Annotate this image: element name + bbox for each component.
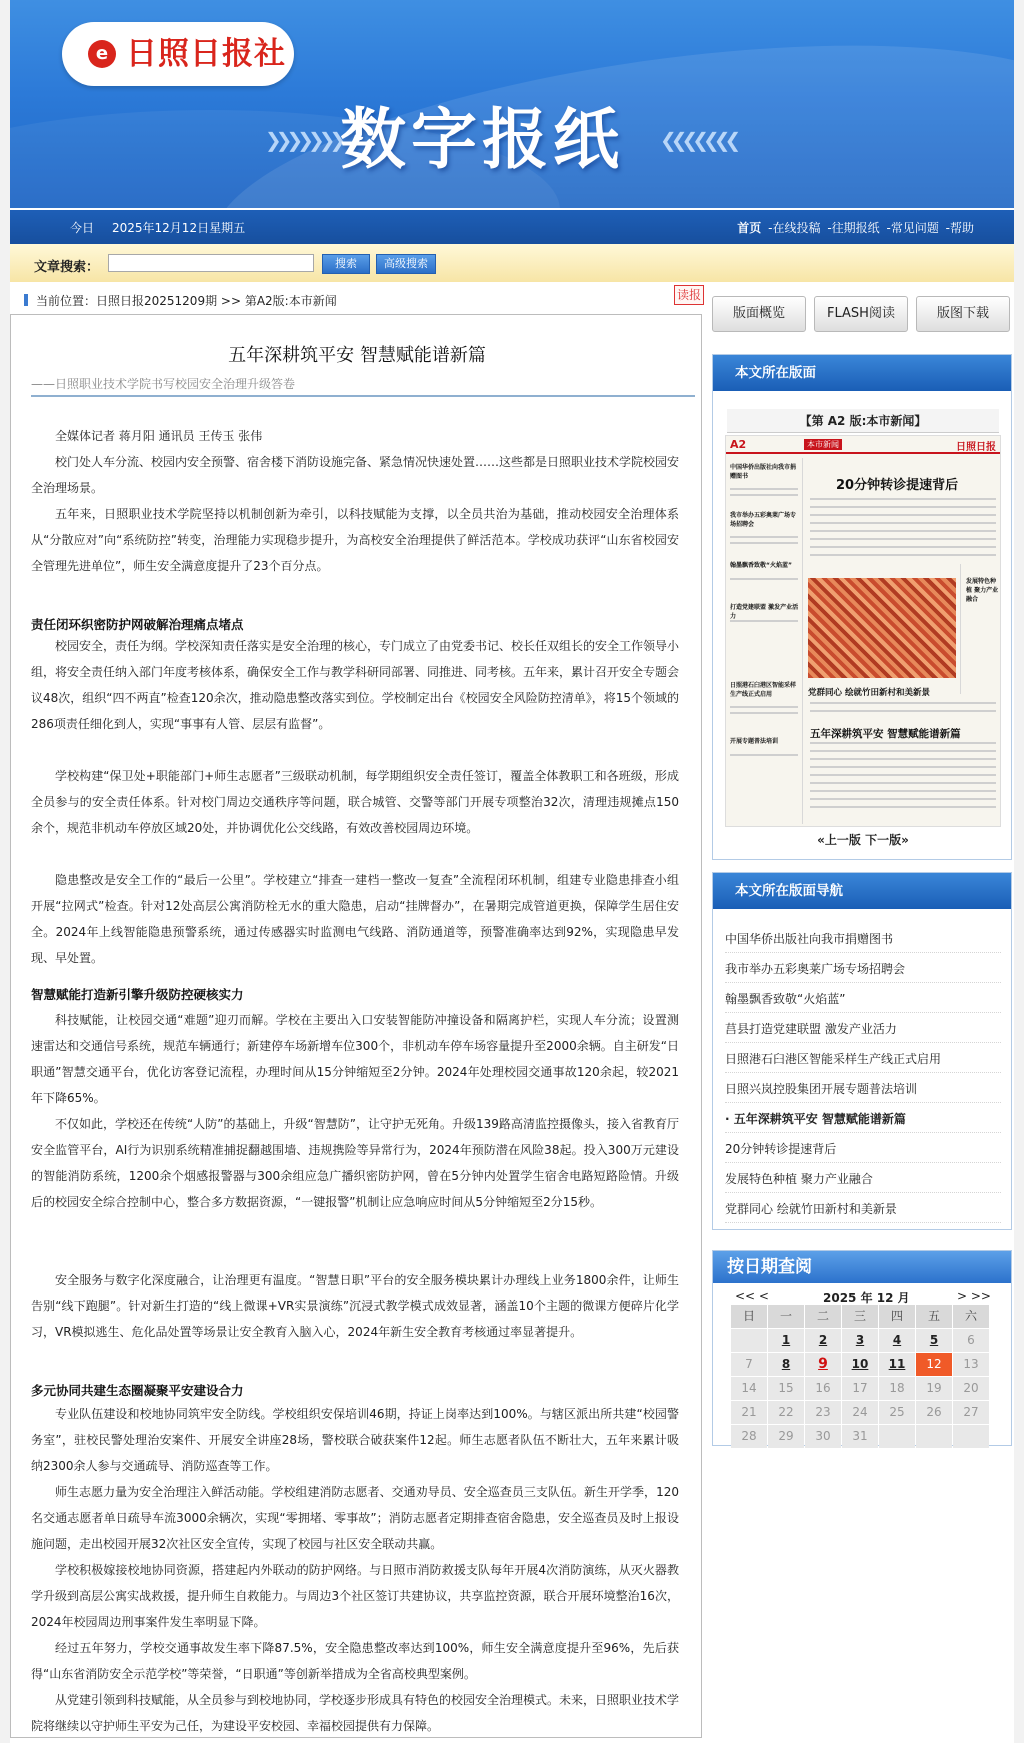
top-nav (737, 219, 974, 236)
logo-mark-icon: e (88, 40, 116, 68)
calendar-day[interactable]: 10 (842, 1353, 878, 1376)
page-panel-title: 本文所在版面 (713, 355, 1011, 391)
calendar-day: 20 (953, 1377, 989, 1400)
thumb-headline[interactable]: 中国华侨出版社向我市捐赠图书 (730, 464, 797, 480)
calendar-weekday: 日 (731, 1305, 767, 1328)
article-paragraph: 隐患整改是安全工作的“最后一公里”。学校建立“排查一建档一整改一复查”全流程闭环机制，组建专业隐患排查小组开展“拉网式”检查。针对12处高层公寓消防栓无水的重大隐患，启动“挂牌督办”，在暑期完成管道更换，保障学生居住安全。2024年上线智能隐患预警系统，通过传感器实时监测电气线路、消防通道等，预警准确率达到92%，实现隐患早发现、早处置。 (31, 873, 679, 965)
calendar-day: 6 (953, 1329, 989, 1352)
page-panel (712, 354, 1012, 860)
calendar-weekday: 一 (768, 1305, 804, 1328)
breadcrumb (24, 290, 710, 310)
calendar-day[interactable]: 9 (805, 1353, 841, 1376)
nav-article-link[interactable]: 我市举办五彩奥莱广场专场招聘会 (725, 955, 1001, 983)
calendar-day: 12 (916, 1353, 952, 1376)
calendar-weekday: 六 (953, 1305, 989, 1328)
thumb-headline[interactable]: 开展专题普法培训 (730, 738, 779, 745)
article-paragraph: 学校构建“保卫处+职能部门+师生志愿者”三级联动机制，每学期组织安全责任签订，覆盖全体教职工和各班级，形成全员参与的安全责任体系。针对校门周边交通秩序等问题，联合城管、交警等部门开展专项整治32次，清理违规摊点150余个，规范非机动车停放区域20处，并协调优化公交线路，有效改善校园周边环境。 (31, 769, 679, 835)
nav-panel-title: 本文所在版面导航 (713, 873, 1011, 909)
calendar-day: 28 (731, 1425, 767, 1448)
calendar-panel (712, 1250, 1012, 1446)
page (10, 0, 1014, 1743)
nav-article-link[interactable]: 日照港石臼港区智能采样生产线正式启用 (725, 1045, 1001, 1073)
calendar-month: 2025 年 12 月 (823, 1291, 910, 1305)
calendar-day[interactable]: 5 (916, 1329, 952, 1352)
thumb-headline[interactable]: 五年深耕筑平安 智慧赋能谱新篇 (810, 728, 961, 740)
calendar-day: 31 (842, 1425, 878, 1448)
calendar-day: 30 (805, 1425, 841, 1448)
chevron-decoration-icon: ❯❯❯❯❯❯❯ (265, 128, 341, 152)
calendar-week-row (731, 1425, 991, 1449)
calendar-day: 26 (916, 1401, 952, 1424)
header-banner (10, 0, 1014, 208)
article-paragraph: 师生志愿力量为安全治理注入鲜活动能。学校组建消防志愿者、交通劝导员、安全巡查员三支队伍。新生开学季，120名交通志愿者单日疏导车流3000余辆次，实现“零拥堵、零事故”；消防志愿者定期排查宿舍隐患，安全巡查员及时上报设施问题，走出校园开展32次社区安全宣传，实现了校园与社区安全联动共赢。 (31, 1485, 679, 1551)
thumb-headline[interactable]: 我市举办五彩奥莱广场专场招聘会 (730, 512, 797, 528)
advanced-search-button[interactable]: 高级搜索 (376, 254, 436, 274)
thumb-page-no: A2 (730, 438, 747, 451)
article-byline: 全媒体记者 蒋月阳 通讯员 王传玉 张伟 (55, 429, 263, 443)
calendar-weekday: 五 (916, 1305, 952, 1328)
nav-article-link[interactable]: 党群同心 绘就竹田新村和美新景 (725, 1195, 1001, 1223)
thumb-section: 本市新闻 (804, 439, 842, 450)
page-tools (712, 296, 1012, 336)
article-title: 五年深耕筑平安 智慧赋能谱新篇 (228, 345, 486, 366)
nav-help[interactable]: -帮助 (945, 221, 974, 235)
calendar-day: 14 (731, 1377, 767, 1400)
calendar-header (713, 1287, 1011, 1305)
calendar-empty-cell (953, 1425, 989, 1448)
calendar-empty-cell (879, 1425, 915, 1448)
calendar-day: 25 (879, 1401, 915, 1424)
nav-article-link[interactable]: 发展特色种植 聚力产业融合 (725, 1165, 1001, 1193)
calendar-day[interactable]: 11 (879, 1353, 915, 1376)
calendar-weekday: 四 (879, 1305, 915, 1328)
page-heading: 【第 A2 版:本市新闻】 (727, 409, 999, 433)
calendar-day: 24 (842, 1401, 878, 1424)
nav-home[interactable]: 首页 (737, 221, 762, 235)
nav-faq[interactable]: -常见问题 (886, 221, 939, 235)
calendar-day: 15 (768, 1377, 804, 1400)
calendar-day: 13 (953, 1353, 989, 1376)
nav-article-link[interactable]: 中国华侨出版社向我市捐赠图书 (725, 925, 1001, 953)
calendar-grid (731, 1305, 991, 1449)
article (10, 314, 702, 1738)
thumb-headline[interactable]: 打造党建联盟 激发产业活力 (730, 604, 799, 620)
calendar-day[interactable]: 2 (805, 1329, 841, 1352)
article-paragraph: 科技赋能，让校园交通“难题”迎刃而解。学校在主要出入口安装智能防冲撞设备和隔离护栏，实现人车分流；设置测速雷达和交通信号系统，规范车辆通行；新建停车场新增车位300个，非机动车停车场容量提升至2000余辆。自主研发“日职通”智慧交通平台，优化访客登记流程，办理时间从15分钟缩短至2分钟。2024年处理校园交通事故120余起，较2021年下降65%。 (31, 1013, 679, 1105)
calendar-week-row (731, 1329, 991, 1353)
calendar-prev-button[interactable]: << < (735, 1289, 769, 1303)
calendar-day: 16 (805, 1377, 841, 1400)
search-bar (10, 244, 1014, 282)
breadcrumb-text[interactable]: 当前位置：日照日报20251209期 >> 第A2版:本市新闻 (36, 294, 337, 308)
section-heading: 责任闭环织密防护网破解治理痛点堵点 (31, 617, 244, 632)
current-date: 2025年12月12日星期五 (112, 221, 246, 235)
calendar-day: 18 (879, 1377, 915, 1400)
calendar-empty-cell (916, 1425, 952, 1448)
calendar-day[interactable]: 3 (842, 1329, 878, 1352)
page-thumbnail[interactable] (725, 435, 1001, 827)
calendar-day: 7 (731, 1353, 767, 1376)
page-prev-next[interactable]: «上一版 下一版» (817, 833, 909, 847)
article-paragraph: 校门处人车分流、校园内安全预警、宿舍楼下消防设施完备、紧急情况快速处置……这些都是日照职业技术学院校园安全治理场景。 (31, 455, 680, 495)
page-download-button[interactable]: 版图下载 (916, 296, 1010, 332)
masthead-title: 数字报纸 (340, 101, 624, 178)
article-paragraph: 专业队伍建设和校地协同筑牢安全防线。学校组织安保培训46期，持证上岗率达到100%。与辖区派出所共建“校园警务室”，驻校民警处理治安案件、开展安全讲座28场，警校联合破获案件12起。师生志愿者队伍不断壮大，五年来累计吸纳2300余人参与交通疏导、消防巡查等工作。 (31, 1407, 679, 1473)
site-logo[interactable] (62, 22, 294, 86)
calendar-weekday: 二 (805, 1305, 841, 1328)
thumb-headline[interactable]: 20分钟转诊提速背后 (836, 478, 959, 493)
search-label: 文章搜索： (34, 260, 100, 275)
nav-article-link[interactable]: 20分钟转诊提速背后 (725, 1135, 1001, 1163)
calendar-day: 21 (731, 1401, 767, 1424)
calendar-day: 29 (768, 1425, 804, 1448)
thumb-headline[interactable]: 翰墨飘香致敬“火焰蓝” (730, 562, 792, 569)
calendar-day[interactable]: 1 (768, 1329, 804, 1352)
page-nav-panel (712, 872, 1012, 1230)
page-overview-button[interactable]: 版面概览 (712, 296, 806, 332)
thumb-logo: 日照日报 (956, 442, 996, 453)
nav-article-link[interactable]: 翰墨飘香致敬“火焰蓝” (725, 985, 1001, 1013)
thumb-photo (808, 578, 956, 678)
calendar-day: 17 (842, 1377, 878, 1400)
nav-submit[interactable]: -在线投稿 (768, 221, 821, 235)
today-label: 今日 (70, 221, 95, 235)
chevron-decoration-icon: ❮❮❮❮❮❮❮ (660, 128, 736, 152)
article-paragraph: 校园安全，责任为纲。学校深知责任落实是安全治理的核心，专门成立了由党委书记、校长任双组长的安全工作领导小组，将安全责任纳入部门年度考核体系，确保安全工作与教学科研同部署、同推进、同考核。五年来，累计召开安全专题会议48次，组织“四不两直”检查120余次，推动隐患整改落实到位。学校制定出台《校园安全风险防控清单》，将15个领域的286项责任细化到人，实现“事事有人管、层层有监督”。 (31, 639, 680, 731)
calendar-day: 23 (805, 1401, 841, 1424)
section-heading: 智慧赋能打造新引擎升级防控硬核实力 (31, 987, 244, 1002)
search-input[interactable] (108, 254, 314, 272)
article-paragraph: 学校积极嫁接校地协同资源，搭建起内外联动的防护网络。与日照市消防救援支队每年开展4次消防演练，从灭火器教学升级到高层公寓实战救援，提升师生自救能力。与周边3个社区签订共建协议，共享监控资源，联合开展环境整治16次，2024年校园周边刑事案件发生率明显下降。 (31, 1563, 679, 1629)
date-bar (10, 210, 1014, 244)
thumb-headline[interactable]: 发展特色种植 聚力产业融合 (966, 578, 999, 603)
title-divider (31, 395, 695, 397)
article-paragraph: 从党建引领到科技赋能，从全员参与到校地协同，学校逐步形成具有特色的校园安全治理模式。未来，日照职业技术学院将继续以守护师生平安为己任，为建设平安校园、幸福校园提供有力保障。 (31, 1693, 680, 1733)
calendar-day[interactable]: 8 (768, 1353, 804, 1376)
flash-read-button[interactable]: FLASH阅读 (814, 296, 908, 332)
read-paper-button[interactable]: 读报 (674, 285, 704, 305)
search-button[interactable]: 搜索 (322, 254, 370, 274)
calendar-day: 27 (953, 1401, 989, 1424)
calendar-empty-cell (731, 1329, 767, 1352)
article-paragraph: 经过五年努力，学校交通事故发生率下降87.5%，安全隐患整改率达到100%，师生安全满意度提升至96%，先后获得“山东省消防安全示范学校”等荣誉，“日职通”等创新举措成为全省高校典型案例。 (31, 1641, 679, 1681)
nav-archive[interactable]: -往期报纸 (827, 221, 880, 235)
calendar-day: 22 (768, 1401, 804, 1424)
calendar-day[interactable]: 4 (879, 1329, 915, 1352)
calendar-week-row (731, 1377, 991, 1401)
article-paragraph: 五年来，日照职业技术学院坚持以机制创新为牵引，以科技赋能为支撑，以全员共治为基础，推动校园安全治理体系从“分散应对”向“系统防控”转变，治理能力实现稳步提升，为高校安全治理提供了鲜活范本。学校成功获评“山东省校园安全管理先进单位”，师生安全满意度提升了23个百分点。 (31, 507, 679, 573)
article-paragraph: 安全服务与数字化深度融合，让治理更有温度。“智慧日职”平台的安全服务模块累计办理线上业务1800余件，让师生告别“线下跑腿”。针对新生打造的“线上微课+VR实景演练”沉浸式教学模式成效显著，涵盖10个主题的微课方便碎片化学习，VR模拟逃生、危化品处置等场景让安全教育入脑入心，2024年新生安全教育考核通过率显著提升。 (31, 1273, 679, 1339)
article-paragraph: 不仅如此，学校还在传统“人防”的基础上，升级“智慧防”，让守护无死角。升级139路高清监控摄像头，接入省教育厅安全监管平台，AI行为识别系统精准捕捉翻越围墙、违规携险等异常行为，2024年预防潜在风险38起。投入300万元建设的智能消防系统，1200余个烟感报警器与300余组应急广播织密防护网，曾在5分钟内处置学生宿舍电路短路险情。升级后的校园安全综合控制中心，整合多方数据资源，“一键报警”机制让应急响应时间从5分钟缩短至2分15秒。 (31, 1117, 679, 1209)
nav-article-link[interactable]: 莒县打造党建联盟 激发产业活力 (725, 1015, 1001, 1043)
breadcrumb-marker-icon (24, 294, 28, 306)
thumb-headline[interactable]: 党群同心 绘就竹田新村和美新景 (808, 688, 930, 698)
section-heading: 多元协同共建生态圈凝聚平安建设合力 (31, 1383, 244, 1398)
thumb-headline[interactable]: 日照港石臼港区智能采样生产线正式启用 (730, 682, 797, 698)
calendar-week-row (731, 1401, 991, 1425)
calendar-weekday-row (731, 1305, 991, 1329)
calendar-next-button[interactable]: > >> (957, 1289, 991, 1303)
nav-article-link-current[interactable]: · 五年深耕筑平安 智慧赋能谱新篇 (725, 1105, 1001, 1133)
nav-article-link[interactable]: 日照兴岚控股集团开展专题普法培训 (725, 1075, 1001, 1103)
calendar-day: 19 (916, 1377, 952, 1400)
calendar-weekday: 三 (842, 1305, 878, 1328)
article-subtitle: ——日照职业技术学院书写校园安全治理升级答卷 (31, 377, 296, 391)
calendar-title: 按日期查阅 (713, 1251, 1011, 1283)
logo-text: 日照日报社 (126, 36, 286, 72)
calendar-week-row (731, 1353, 991, 1377)
